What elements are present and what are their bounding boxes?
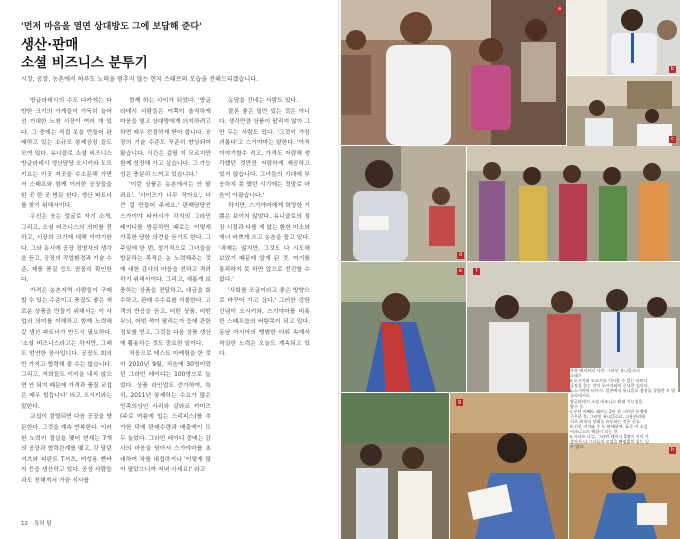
caption-line: e.사다트 나일. 그라민 레이디 5명이 사이 가 bbox=[570, 434, 649, 440]
photo-tag: g bbox=[457, 399, 462, 405]
caption-line: 탐구 중. bbox=[570, 403, 585, 409]
paragraph: 농담을 건네는 사람도 있다. bbox=[228, 98, 299, 104]
section-label: 특허 탐 bbox=[34, 521, 52, 527]
caption-line: 방글라데시 소셜 비즈니스 확대 가능성을 bbox=[570, 398, 643, 404]
headline-line-1: 생산·판매 bbox=[21, 37, 79, 53]
paragraph: 방글라데시의 수도 다카에는 다양한 크기의 가게들이 가득히 늘어선 거대한 노천 시장이 여러 개 있다. 그 중에는 직접 옷을 만들어 판매하고 있는 소규모 봉제공장 들도 모여 있다. 유니클로 소셜 비즈니스 방글라데시 생산담당 오시키와 도모키요는 이곳 저곳을 수소문해 가면서 스태프와 함께 이러한 공장들을 한 곳 한 곳 방문 한다. 생산 파트너를 찾기 위해서이다. bbox=[21, 98, 112, 210]
headline-line-2: 소셜 비즈니스 분투기 bbox=[21, 55, 148, 71]
page-number: 12 bbox=[21, 521, 28, 527]
caption-line: 비즈니스의 핵심이 되는 것 bbox=[570, 429, 618, 435]
body-column-2 bbox=[120, 96, 211, 476]
body-column-3 bbox=[219, 96, 310, 360]
caption-line: 근무한 후, 그라민 유니클로로. 고용관리에 bbox=[570, 413, 646, 419]
paragraph: 처음으로 테스트 마케팅을 한 것이 2010년 9월, 처음에 30명이었던 그라민 레이디는 100명으로 늘었다. 상품 라인업도 증가하여, 특히, 2011년 봉제하는 수요가 많은 민족의상인 사리와 살와르 카미즈(주로 여름에 입는 스리피스)를 추가한 덕에 판매수량과 매출액이 모두 늘었다. 그라민 레이디 중에는 감사의 마음을 담아서 스가야마를 초대하여 차를 대접하거나 '이렇게 많이 팔았으니까 저녁 사세요!' 라고 bbox=[120, 351, 211, 474]
caption-line: d.선한 의지와 우 두 판매하여, 표준 이 소셜 bbox=[570, 424, 648, 430]
paragraph: 물론 좋은 일만 있는 것은 아니다. 생각만큼 상품이 팔리지 않아 그만 두는 사람도 있다. '그것이 가장 괴롭다'고 스기야마는 말한다. '아직 이야기할수 적고, 가격도 저렴해 생각했던 것만큼 저렴하게 제공하고 있지 않습니다. 그녀들의 기대에 부응하지 못 했던 시기에는 정말로 마음이 아팠습니다.' bbox=[219, 108, 310, 199]
paragraph: '사회를 조금이라고 좋은 방향으로 바꾸어 가고 싶다.' 그러한 강한 신념이 오시키와, 스기야마를 비롯한 스태프들의 버팀목이 되고 있다. 동남 아시아의 땡볕한 더위 속에서 착실한 노력은 오늘도 계속되고 있다. bbox=[219, 287, 310, 358]
left-page bbox=[0, 0, 338, 539]
photo-tag: b bbox=[670, 66, 675, 72]
photo-woman-with-document bbox=[569, 443, 680, 539]
caption-line: c.무단 어빼드 래비는 2년 간 그라민 은행에 bbox=[570, 408, 648, 414]
paragraph: 가격은 농촌지역 사람들이 구매할 수 있는 수준이고 품질도 좋은 새로운 상품을 만들기 위해서는 이 사업의 의미를 이해하고 함께 노력해 갈 생산 파트너가 반드시 필요하다. '소셜 비즈니스라고는 하지만, 그래도 엄연한 장사입니다. 공장도 회의만 가지고 협력해 줄 수는 없습니다. 그리고, 저희들도 이익을 내지 않으면 안 되지 때문에 가격과 품질 교섭은 매우 힘듭니다' 라고 오시키와는 말한다. bbox=[21, 287, 112, 410]
photo-men-at-workshop bbox=[341, 393, 449, 539]
paragraph: 교섭이 결렬되면 다음 공장을 방문한다. 그것을 계속 반복한다. 이러한 노력이 결실을 맺어 현재는 7개의 공장과 협력관계를 맺고, 갓 달린 셔츠와 피판트 T셔츠, 여성용 빤바지 등을 생산하고 있다. 공장 사람들과도 친해져서 가끔 식사를 bbox=[21, 414, 112, 484]
photo-grameen-ladies-group bbox=[467, 146, 680, 261]
photo-tag: d bbox=[458, 252, 463, 258]
caption-line: 공장을 찾는 것이 오시키와의 중요한 일이다. bbox=[570, 383, 649, 389]
caption-line: 좋아서 다 그녀들의 모임을 빠짐없이 돕는 일 bbox=[570, 439, 649, 445]
paragraph: 하지만, 스기야마에게 희망한 기쁨은 보이지 않았다. 유니클로의 점장 시절과 다를 게 없는 환한 미소와 에너 바쁘게 오고 농촌을 돌고 있다. '과제는 많지만, 그것도 다 시도해 보았기 때문에 알게 된 것. 여기를 통과하지 못 하면 앞으로 전진할 수 없다.' bbox=[219, 203, 310, 284]
caption-line: 서로 최적의 상태를 유도하는 것은 중요. bbox=[570, 418, 642, 424]
caption-line: 스태프 bbox=[570, 373, 582, 379]
photo-tag: h bbox=[670, 447, 675, 453]
lead-paragraph: 시장, 공장, 농촌에서 하루도 노력을 멈추지 않는 현지 스태프의 모습을 전해드리겠습니다. bbox=[21, 76, 259, 83]
caption-column bbox=[570, 368, 678, 450]
photo-woman-in-sari bbox=[341, 262, 466, 392]
caption-line: b.스기야마 타카시. 일본에서 유니클로 점장을 경험한 후 방글라데시로. bbox=[570, 388, 676, 399]
pull-quote: '먼저 마음을 열면 상대방도 그에 보답해 준다' bbox=[21, 22, 202, 32]
photo-man-with-child bbox=[341, 0, 566, 145]
body-column-1 bbox=[21, 96, 112, 486]
photo-tag: e bbox=[458, 268, 463, 274]
paragraph: 우선은 웃는 얼굴로 자기 소개, 그리고, 소셜 비즈니스의 의미를 전하고, 시장의 크기에 대해 이야기한다. 그와 동시에 공장 경영자의 생각을 듣고, 공장의 작업환경과 기술 수준, 제품 품질 등도 꼼꼼히 확인한다. bbox=[21, 214, 112, 284]
photo-tag: f bbox=[473, 268, 480, 275]
paragraph: '이런 상품은 농촌에서는 안 팔려요', '사이즈가 너무 작아요', 더 큰 걸 만들어 주세요.' 판매담당인 스가이야 타카시가 각지의 그라민 레이디를 방문하면 때로는 이렇게 가혹한 당한 의견을 듣기도 한다. 그 주일에 한 번, 정기적으로 그녀들을 방문하는 목적은 농 노력해주는 것에 대한 감사의 마음을 전하고 격려하기 위해서이다. 그리고, 새롭게 보충하는 상품을 전달하고, 대금을 회수하고, 판매 수수료를 지불한다. 고객의 반응을 듣고, 어떤 상품, 어떤 무늬, 어떤 색이 팔리는가 등에 관한 정보를 얻고, 그것을 다음 상품 생산에 활용하는 것도 중요한 일이다. bbox=[120, 182, 211, 347]
paragraph: 함께 하는 사이가 되었다. '방글라데시 사람들은 이쪽이 솔직하게 마음을 열고 상대방에게 의지하려고 하면 매우 친절하게 받아 줍니다. 공장의 기술 수준도 꾸준히 향상되어 왔습니다. 시간은 걸릴 지 모르지만 함께 성장해 가고 싶습니다. 그 가능성은 충분히 느끼고 있습니다.' bbox=[120, 98, 211, 178]
right-page bbox=[341, 0, 680, 539]
caption-line: 주홍 배지처의 사진: 그라민 유니클로의 bbox=[570, 368, 640, 373]
photo-woman-reviewing-paper bbox=[450, 393, 568, 539]
photo-tag: c bbox=[669, 136, 676, 143]
caption-line: a.오시키와 도모키요 신터랑 수 있는 파트너 bbox=[570, 378, 648, 384]
caption-line: 수 있다. bbox=[570, 444, 585, 450]
photo-staff-with-lanyard bbox=[567, 0, 680, 75]
photo-tag: a bbox=[557, 6, 562, 12]
page-folio bbox=[21, 519, 52, 527]
photo-office-meeting bbox=[567, 76, 680, 146]
photo-man-with-notebook bbox=[341, 146, 466, 261]
